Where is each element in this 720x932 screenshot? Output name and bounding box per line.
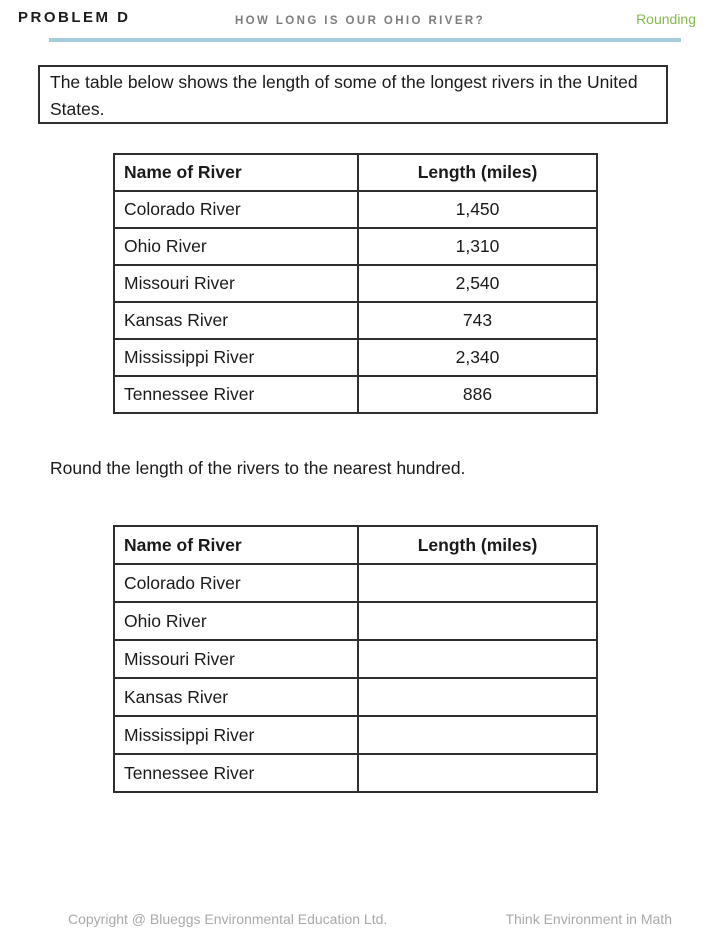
table-row [114,265,597,302]
river-length-cell: 1,450 [358,191,597,228]
header-accent-line [49,38,681,42]
river-name-cell: Tennessee River [114,376,358,413]
table-row [114,564,597,602]
table-row [114,376,597,413]
rivers-table-rounded [113,525,598,793]
problem-label: PROBLEM D [18,9,131,26]
footer-tagline: Think Environment in Math [505,911,672,927]
table-row [114,339,597,376]
answer-cell[interactable] [358,716,597,754]
table-row [114,640,597,678]
topic-badge: Rounding [636,11,696,27]
answer-cell[interactable] [358,640,597,678]
column-header-length: Length (miles) [358,526,597,564]
river-length-cell: 2,340 [358,339,597,376]
table-row [114,602,597,640]
table-row [114,191,597,228]
river-name-cell: Colorado River [114,191,358,228]
river-name-cell: Mississippi River [114,716,358,754]
river-name-cell: Mississippi River [114,339,358,376]
table-header-row [114,526,597,564]
answer-cell[interactable] [358,678,597,716]
river-name-cell: Tennessee River [114,754,358,792]
table-row [114,716,597,754]
column-header-length: Length (miles) [358,154,597,191]
river-length-cell: 743 [358,302,597,339]
answer-cell[interactable] [358,564,597,602]
river-length-cell: 886 [358,376,597,413]
answer-cell[interactable] [358,602,597,640]
column-header-name: Name of River [114,154,358,191]
rounding-instruction: Round the length of the rivers to the nearest hundred. [50,458,466,478]
table-header-row [114,154,597,191]
river-name-cell: Ohio River [114,602,358,640]
river-name-cell: Kansas River [114,678,358,716]
river-name-cell: Colorado River [114,564,358,602]
river-name-cell: Ohio River [114,228,358,265]
table-row [114,678,597,716]
page-title: HOW LONG IS OUR OHIO RIVER? [234,15,486,27]
river-length-cell: 2,540 [358,265,597,302]
footer-copyright: Copyright @ Blueggs Environmental Education Ltd. [68,911,388,927]
river-name-cell: Kansas River [114,302,358,339]
table-row [114,302,597,339]
table-row [114,754,597,792]
rivers-table-original [113,153,598,414]
table-row [114,228,597,265]
column-header-name: Name of River [114,526,358,564]
answer-cell[interactable] [358,754,597,792]
river-name-cell: Missouri River [114,265,358,302]
intro-box: The table below shows the length of some of the longest rivers in the United States. [38,65,668,124]
river-name-cell: Missouri River [114,640,358,678]
river-length-cell: 1,310 [358,228,597,265]
